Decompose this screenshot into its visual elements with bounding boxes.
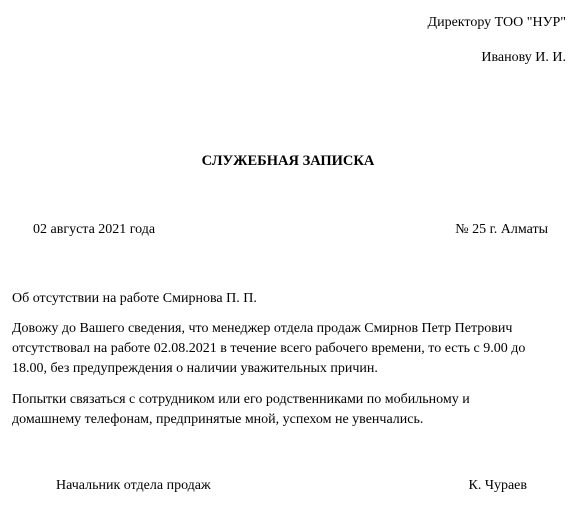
- document-title: СЛУЖЕБНАЯ ЗАПИСКА: [201, 153, 375, 169]
- addressee-name: Иванову И. И.: [481, 50, 566, 65]
- document-subject: Об отсутствии на работе Смирнова П. П.: [12, 291, 257, 306]
- paragraph-line: Довожу до Вашего сведения, что менеджер отдела продаж Смирнов Петр Петрович: [12, 321, 513, 336]
- paragraph-line: Попытки связаться с сотрудником или его родственниками по мобильному и: [12, 392, 470, 407]
- addressee-director: Директору ТОО "НУР": [427, 15, 566, 30]
- paragraph-line: домашнему телефонам, предпринятые мной, успехом не увенчались.: [12, 412, 424, 427]
- paragraph-line: отсутствовал на работе 02.08.2021 в течение всего рабочего времени, то есть с 9.00 до: [12, 341, 526, 356]
- document-date: 02 августа 2021 года: [33, 222, 156, 237]
- signer-name: К. Чураев: [468, 478, 527, 493]
- document-number-city: № 25 г. Алматы: [455, 222, 548, 237]
- body-paragraph-2: [12, 390, 576, 430]
- signer-position: Начальник отдела продаж: [56, 478, 211, 493]
- body-paragraph-1: [12, 319, 576, 379]
- paragraph-line: 18.00, без предупреждения о наличии уважительных причин.: [12, 361, 378, 376]
